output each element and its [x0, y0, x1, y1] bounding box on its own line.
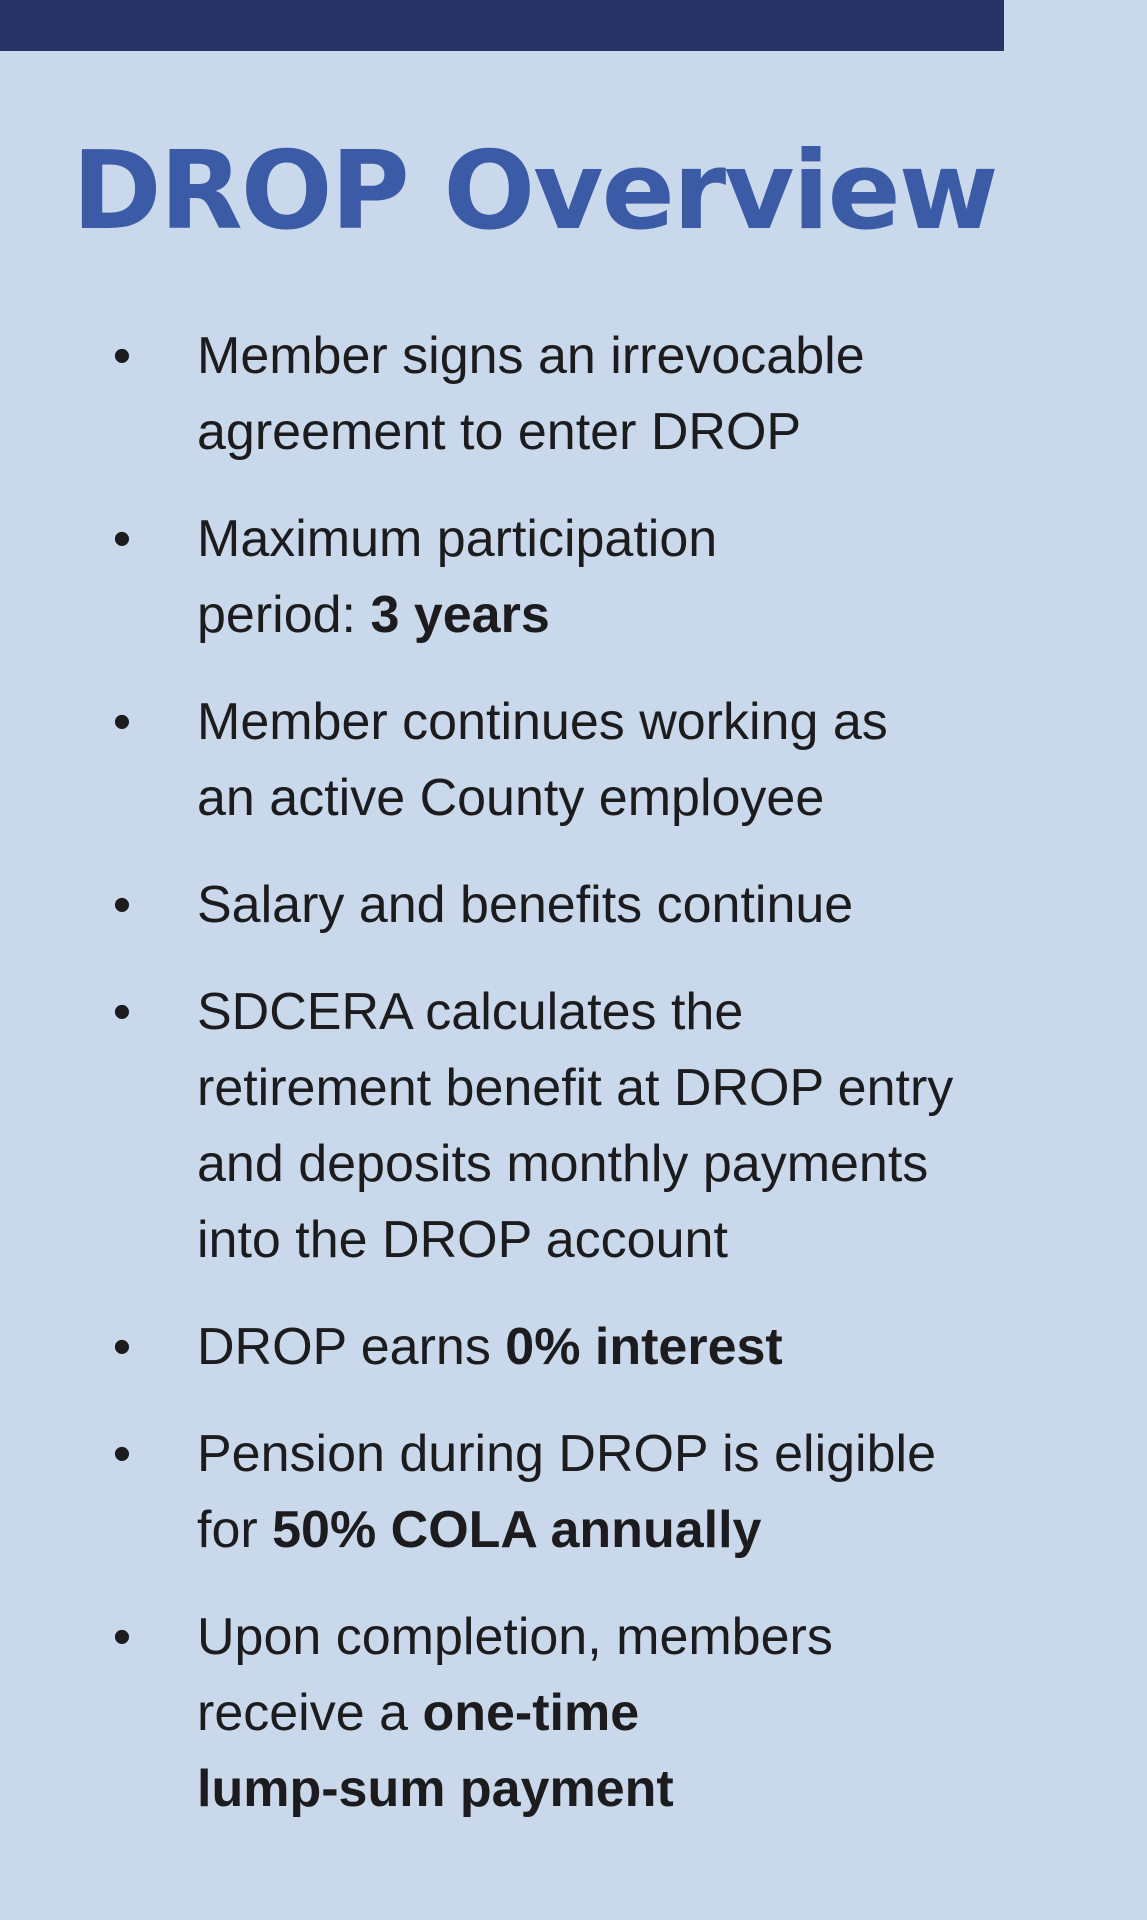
bullet-marker: •: [112, 1318, 132, 1376]
bullet-text-segment: receive a: [197, 1684, 423, 1742]
bullet-marker: •: [112, 327, 132, 385]
bullet-text-segment: and deposits monthly payments: [197, 1135, 929, 1193]
slide-title: DROP Overview: [72, 129, 997, 254]
bullet-marker: •: [112, 876, 132, 934]
bullet-text: [197, 867, 1077, 943]
bullet-text-segment: SDCERA calculates the: [197, 983, 744, 1041]
bullet-text: [197, 318, 1077, 470]
bullet-text: [197, 501, 1077, 653]
bullet-text-segment: agreement to enter DROP: [197, 403, 802, 461]
bullet-text-segment: DROP earns: [197, 1318, 506, 1376]
bullet-text: [197, 1309, 1077, 1385]
bullet-text-segment: for: [197, 1501, 273, 1559]
bullet-marker: •: [112, 510, 132, 568]
bullet-text-segment: Maximum participation: [197, 510, 718, 568]
bullet-marker: •: [112, 1608, 132, 1666]
bullet-marker: •: [112, 983, 132, 1041]
bullet-list: [0, 318, 1147, 1858]
bullet-text-segment: an active County employee: [197, 769, 825, 827]
bullet-text-segment: Member signs an irrevocable: [197, 327, 865, 385]
bullet-text: [197, 1599, 1077, 1827]
top-accent-bar: [0, 0, 1004, 51]
bullet-emphasis: 50% COLA annually: [272, 1501, 762, 1559]
bullet-item: [0, 974, 1147, 1278]
bullet-item: [0, 684, 1147, 836]
bullet-item: [0, 501, 1147, 653]
bullet-marker: •: [112, 693, 132, 751]
bullet-text-segment: into the DROP account: [197, 1211, 728, 1269]
bullet-text-segment: Pension during DROP is eligible: [197, 1425, 936, 1483]
bullet-text-segment: Salary and benefits continue: [197, 876, 854, 934]
bullet-item: [0, 1309, 1147, 1385]
bullet-item: [0, 318, 1147, 470]
bullet-text-segment: Upon completion, members: [197, 1608, 833, 1666]
bullet-emphasis: lump-sum payment: [197, 1760, 674, 1818]
bullet-text: [197, 1416, 1077, 1568]
bullet-emphasis: one-time: [422, 1684, 640, 1742]
bullet-text-segment: Member continues working as: [197, 693, 888, 751]
bullet-text: [197, 974, 1077, 1278]
bullet-text-segment: retirement benefit at DROP entry: [197, 1059, 954, 1117]
bullet-text: [197, 684, 1077, 836]
bullet-item: [0, 1599, 1147, 1827]
bullet-item: [0, 1416, 1147, 1568]
bullet-text-segment: period:: [197, 586, 371, 644]
bullet-emphasis: 0% interest: [505, 1318, 783, 1376]
bullet-marker: •: [112, 1425, 132, 1483]
bullet-emphasis: 3 years: [370, 586, 550, 644]
bullet-item: [0, 867, 1147, 943]
